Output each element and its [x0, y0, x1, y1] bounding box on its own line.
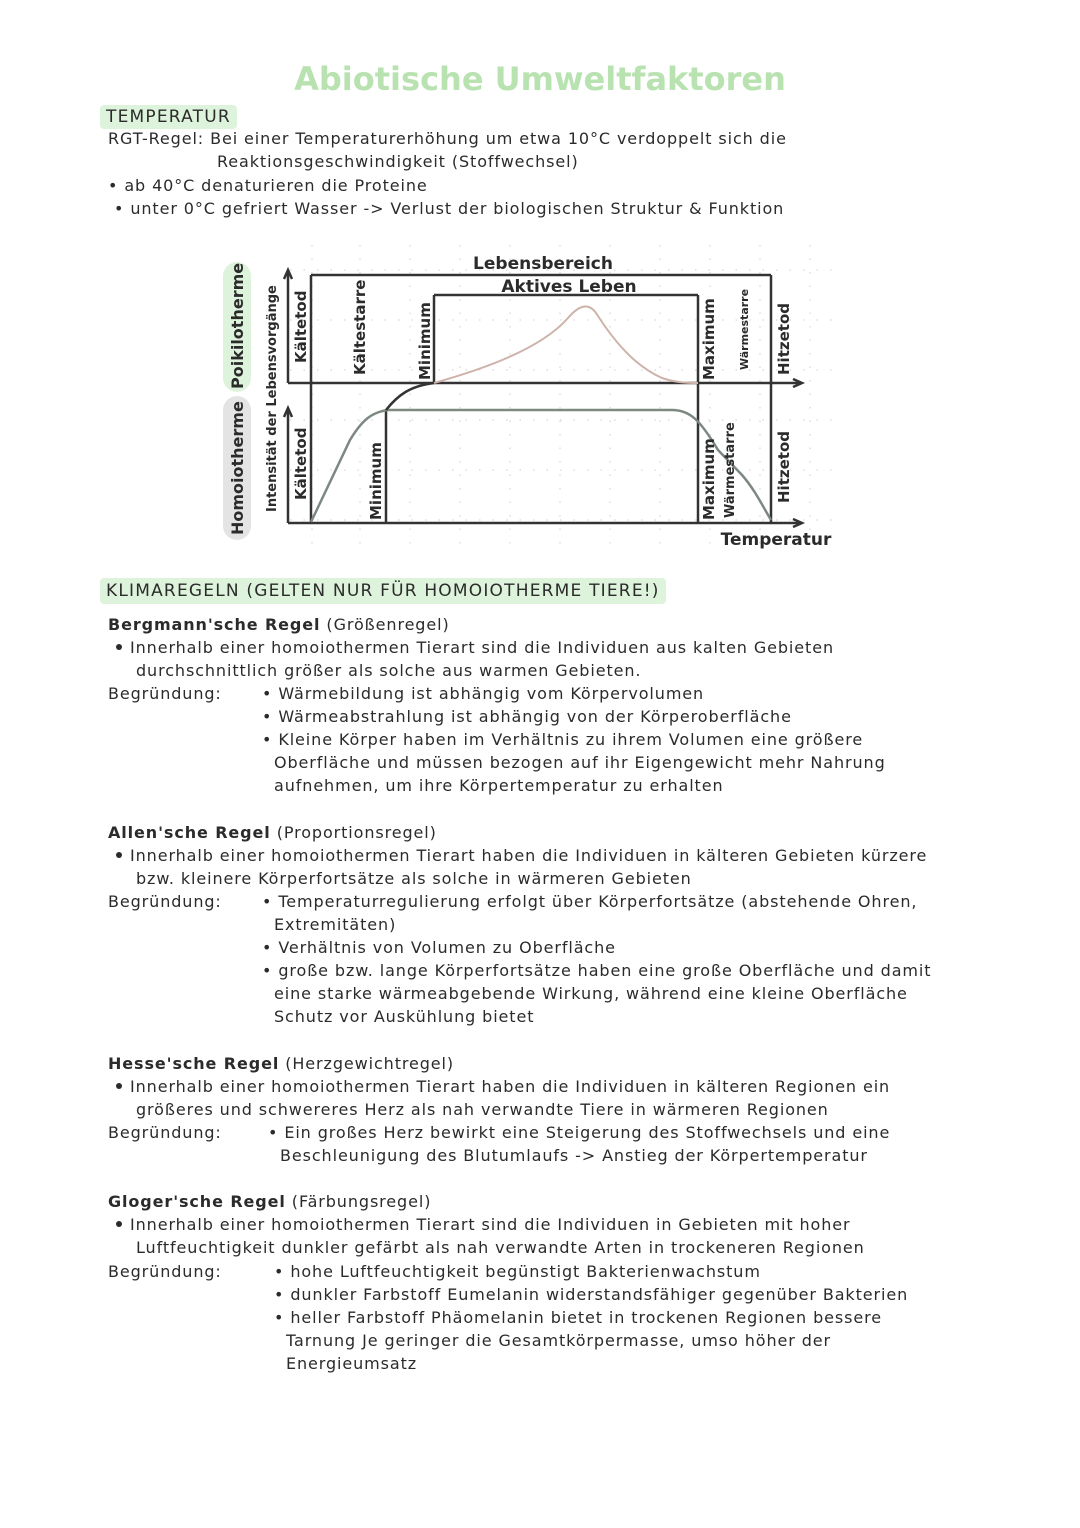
allen-rule-statement-cont: bzw. kleinere Körperfortsätze als solche in wärmeren Gebieten — [136, 869, 692, 888]
section-heading-temperatur: TEMPERATUR — [100, 105, 237, 129]
allen-rule-name: Allen'sche Regel — [108, 823, 271, 842]
poikilotherme-label: Poikilotherme — [228, 262, 247, 389]
bergmann-rule-statement: Innerhalb einer homoiothermen Tierart sind die Individuen aus kalten Gebieten — [116, 637, 834, 659]
allen-rule-subtitle: (Proportionsregel) — [276, 823, 437, 842]
gloger-rule-statement: Innerhalb einer homoiothermen Tierart sind die Individuen in Gebieten mit hoher — [116, 1214, 850, 1236]
bergmann-reason-3-cont1: Oberfläche und müssen bezogen auf ihr Eigengewicht mehr Nahrung — [274, 753, 886, 772]
bergmann-rule-name: Bergmann'sche Regel — [108, 615, 321, 634]
hesse-reason-1-cont: Beschleunigung des Blutumlaufs -> Anstieg der Körpertemperatur — [280, 1146, 868, 1165]
y-axis-label: Intensität der Lebensvorgänge — [265, 285, 280, 512]
aktives-leben-label: Aktives Leben — [501, 277, 637, 297]
gloger-rule-name: Gloger'sche Regel — [108, 1192, 286, 1211]
rgt-rule-line2: Reaktionsgeschwindigkeit (Stoffwechsel) — [217, 152, 579, 171]
bergmann-rule-subtitle: (Größenregel) — [326, 615, 450, 634]
poikilotherm-kaeltetod-label: Kältetod — [292, 290, 310, 363]
temperature-bullet-water: • unter 0°C gefriert Wasser -> Verlust der biologischen Struktur & Funktion — [114, 199, 785, 218]
allen-begruendung-label: Begründung: — [108, 892, 222, 911]
allen-reason-2: • Verhältnis von Volumen zu Oberfläche — [262, 938, 616, 957]
gloger-reason-3-cont2: Energieumsatz — [286, 1354, 418, 1373]
rgt-rule-line1: RGT-Regel: Bei einer Temperaturerhöhung um etwa 10°C verdoppelt sich die — [108, 129, 787, 148]
poikilotherm-maximum-label: Maximum — [700, 298, 718, 380]
hesse-begruendung-label: Begründung: — [108, 1123, 222, 1142]
hesse-rule-statement-cont: größeres und schwereres Herz als nah verwandte Tiere in wärmeren Regionen — [136, 1100, 829, 1119]
homoiotherm-minimum-label: Minimum — [367, 442, 385, 520]
hesse-rule-subtitle: (Herzgewichtregel) — [285, 1054, 455, 1073]
lebensbereich-label: Lebensbereich — [473, 254, 613, 274]
allen-rule-title — [108, 822, 437, 844]
hesse-rule-name: Hesse'sche Regel — [108, 1054, 280, 1073]
gloger-reason-3-cont1: Tarnung Je geringer die Gesamtkörpermasse, umso höher der — [286, 1331, 831, 1350]
gloger-reason-3: • heller Farbstoff Phäomelanin bietet in trockenen Regionen bessere — [274, 1308, 882, 1327]
gloger-begruendung-label: Begründung: — [108, 1262, 222, 1281]
allen-reason-3: • große bzw. lange Körperfortsätze haben eine große Oberfläche und damit — [262, 961, 932, 980]
gloger-reason-2: • dunkler Farbstoff Eumelanin widerstandsfähiger gegenüber Bakterien — [274, 1285, 909, 1304]
homoiotherm-waermestarre-label: Wärmestarre — [723, 422, 738, 518]
homoiotherme-label: Homoiotherme — [228, 401, 247, 535]
allen-reason-1-cont: Extremitäten) — [274, 915, 397, 934]
poikilotherm-curve — [434, 306, 698, 383]
bergmann-begruendung-label: Begründung: — [108, 684, 222, 703]
bergmann-rule-statement-cont: durchschnittlich größer als solche aus warmen Gebieten. — [136, 661, 642, 680]
gloger-rule-subtitle: (Färbungsregel) — [291, 1192, 432, 1211]
page-title: Abiotische Umweltfaktoren — [294, 60, 786, 98]
hesse-rule-statement: Innerhalb einer homoiothermen Tierart haben die Individuen in kälteren Regionen ein — [116, 1076, 890, 1098]
poikilotherm-waermestarre-label: Wärmestarre — [738, 288, 751, 370]
bergmann-reason-3-cont2: aufnehmen, um ihre Körpertemperatur zu erhalten — [274, 776, 724, 795]
bergmann-reason-3: • Kleine Körper haben im Verhältnis zu ihrem Volumen eine größere — [262, 730, 864, 749]
gloger-reason-1: • hohe Luftfeuchtigkeit begünstigt Bakterienwachstum — [274, 1262, 761, 1281]
allen-reason-3-cont1: eine starke wärmeabgebende Wirkung, während eine kleine Oberfläche — [274, 984, 908, 1003]
x-axis-label: Temperatur — [720, 530, 832, 550]
homoiotherm-rise-curve — [386, 383, 434, 410]
gloger-rule-statement-cont: Luftfeuchtigkeit dunkler gefärbt als nah verwandte Arten in trockeneren Regionen — [136, 1238, 865, 1257]
hesse-rule-title — [108, 1053, 454, 1075]
poikilotherm-minimum-label: Minimum — [416, 302, 434, 380]
poikilotherm-kaeltestarre-label: Kältestarre — [351, 279, 369, 375]
allen-reason-1: • Temperaturregulierung erfolgt über Körperfortsätze (abstehende Ohren, — [262, 892, 918, 911]
homoiotherm-maximum-label: Maximum — [700, 438, 718, 520]
bergmann-reason-1: • Wärmebildung ist abhängig vom Körpervolumen — [262, 684, 705, 703]
allen-rule-statement: Innerhalb einer homoiothermen Tierart haben die Individuen in kälteren Gebieten kürzere — [116, 845, 927, 867]
bergmann-reason-2: • Wärmeabstrahlung ist abhängig von der Körperoberfläche — [262, 707, 792, 726]
gloger-rule-title — [108, 1191, 431, 1213]
hesse-reason-1: • Ein großes Herz bewirkt eine Steigerung des Stoffwechsels und eine — [268, 1123, 891, 1142]
bergmann-rule-title — [108, 614, 450, 636]
poikilotherm-hitzetod-label: Hitzetod — [775, 303, 793, 375]
homoiotherm-hitzetod-label: Hitzetod — [775, 431, 793, 503]
allen-reason-3-cont2: Schutz vor Auskühlung bietet — [274, 1007, 535, 1026]
homoiotherm-kaeltetod-label: Kältetod — [292, 427, 310, 500]
section-heading-klimaregeln: KLIMAREGELN (GELTEN NUR FÜR HOMOIOTHERME TIERE!) — [100, 578, 666, 604]
temperature-bullet-proteins: • ab 40°C denaturieren die Proteine — [108, 176, 428, 195]
